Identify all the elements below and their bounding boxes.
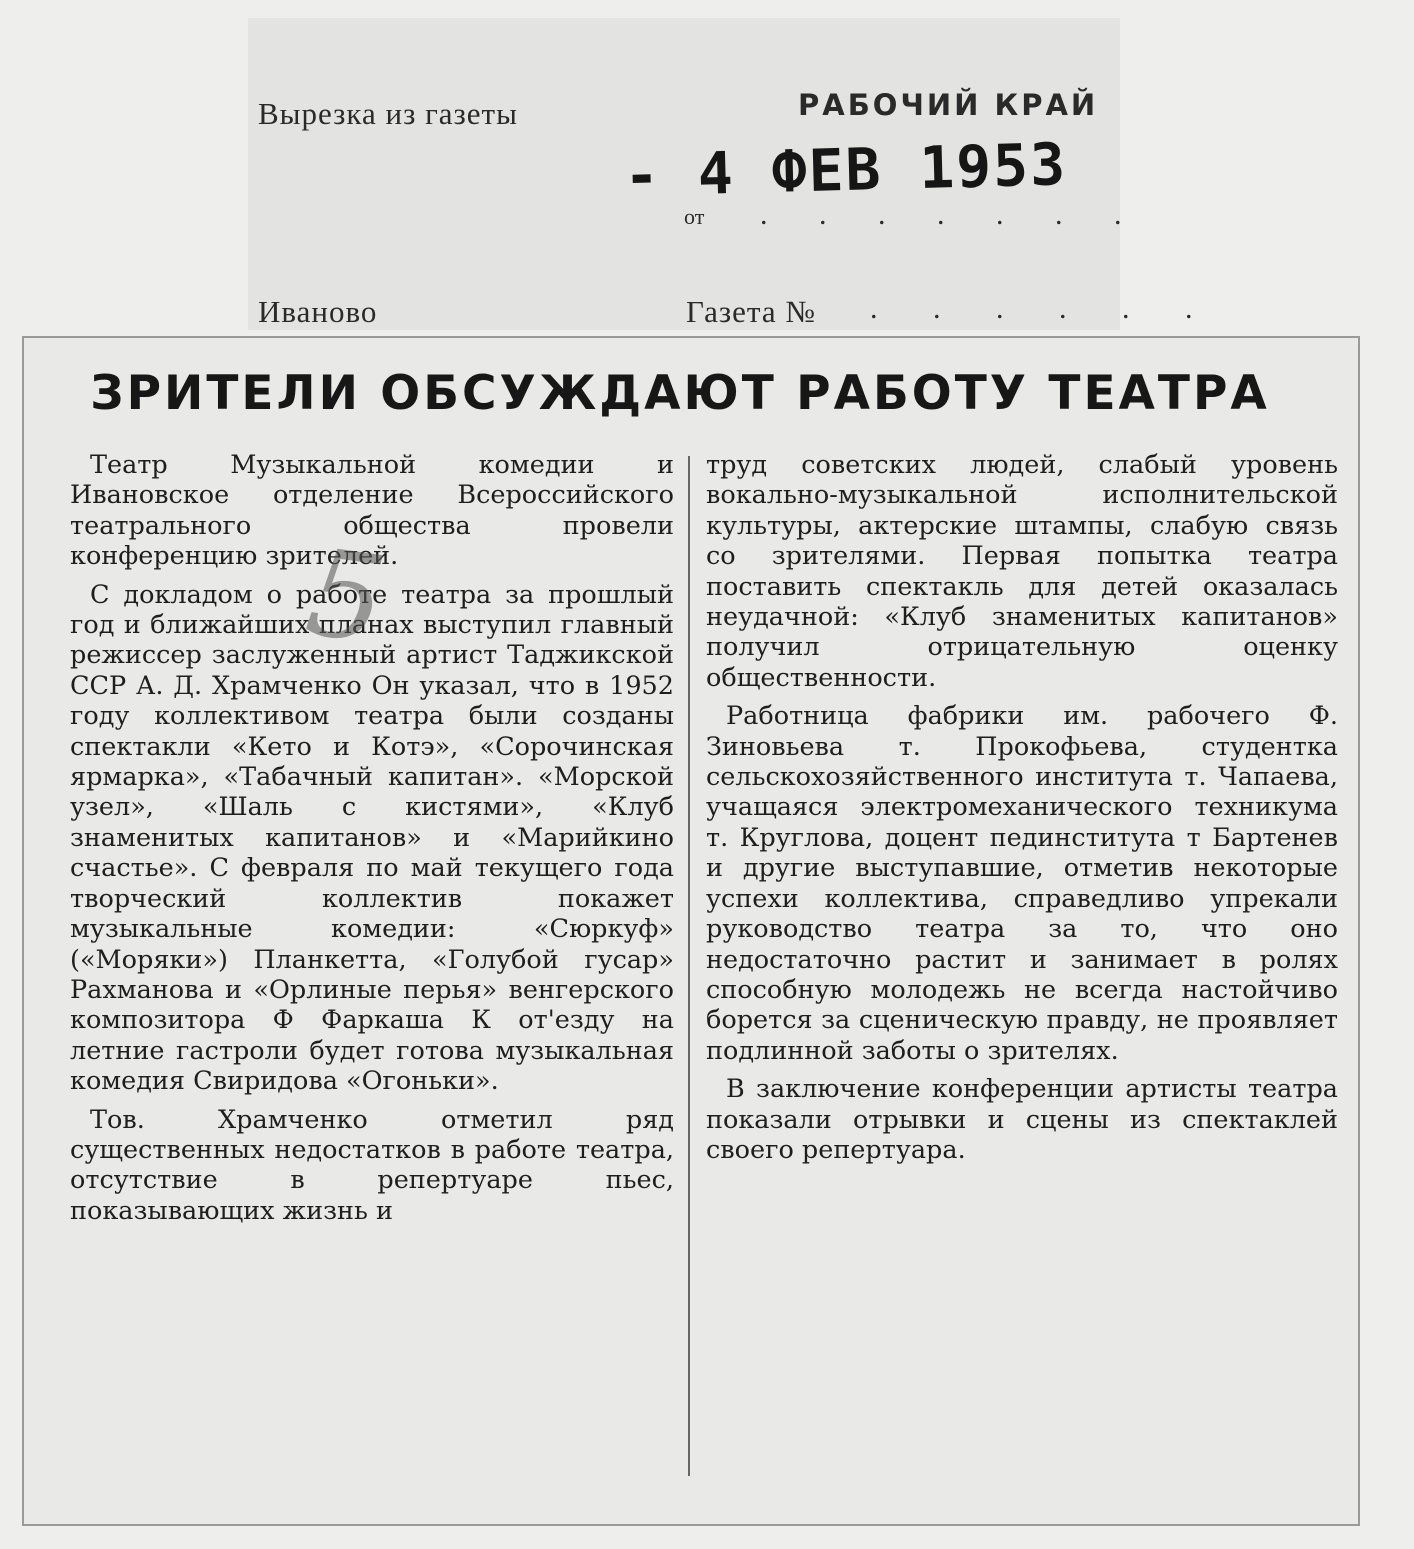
issue-dots: . . . . . . (870, 292, 1217, 325)
date-dots: . . . . . . . (760, 198, 1144, 231)
column-divider (688, 456, 690, 1476)
date-prefix: от (684, 204, 705, 229)
newspaper-name: РАБОЧИЙ КРАЙ (798, 88, 1099, 122)
paragraph: Работница фабрики им. рабочего Ф. Зиновьева т. Прокофьева, студентка сельскохозяйственного института т. Чапаева, учащаяся электромеханического техникума т. Круглова, доцент пединститута т Бартенев и другие выступавшие, отметив некоторые успехи коллектива, справедливо упрекали руководство театра за то, что оно недостаточно растит и занимает в ролях способную молодежь не всегда настойчиво борется за сценическую правду, не проявляет подлинной заботы о зрителях. (706, 701, 1338, 1066)
pencil-mark: 5 (298, 523, 394, 672)
paragraph: Театр Музыкальной комедии и Ивановское отделение Всероссийского театрального общества провели конференцию зрителей. (70, 450, 674, 572)
paragraph: С докладом о работе театра за прошлый год и ближайших планах выступил главный режиссер заслуженный артист Таджикской ССР А. Д. Храмченко Он указал, что в 1952 году коллективом театра были созданы спектакли «Кето и Котэ», «Сорочинская ярмарка», «Табачный капитан». «Морской узел», «Шаль с кистями», «Клуб знаменитых капитанов» и «Марийкино счастье». С февраля по май текущего года творческий коллектив покажет музыкальные комедии: «Сюркуф» («Моряки») Планкетта, «Голубой гусар» Рахманова и «Орлиные перья» венгерского композитора Ф Фаркаша К от'езду на летние гастроли будет готова музыкальная комедия Свиридова «Огоньки». (70, 579, 674, 1097)
paragraph: В заключение конференции артисты театра показали отрывки и сцены из спектаклей своего репертуара. (706, 1074, 1338, 1165)
city-label: Иваново (258, 294, 378, 329)
article-column-right (706, 450, 1338, 1165)
clipping-label: Вырезка из газеты (258, 96, 518, 131)
paragraph: труд советских людей, слабый уровень вокально-музыкальной исполнительской культуры, актерские штампы, слабую связь со зрителями. Первая попытка театра поставить спектакль для детей оказалась неудачной: «Клуб знаменитых капитанов» получил отрицательную оценку общественности. (706, 450, 1338, 693)
paragraph: Тов. Храмченко отметил ряд существенных недостатков в работе театра, отсутствие в репертуаре пьес, показывающих жизнь и (70, 1104, 674, 1226)
issue-number-label: Газета № (686, 294, 816, 329)
date-stamp: - 4 ФЕВ 1953 (623, 130, 1068, 210)
article-headline: ЗРИТЕЛИ ОБСУЖДАЮТ РАБОТУ ТЕАТРА (90, 366, 1270, 421)
